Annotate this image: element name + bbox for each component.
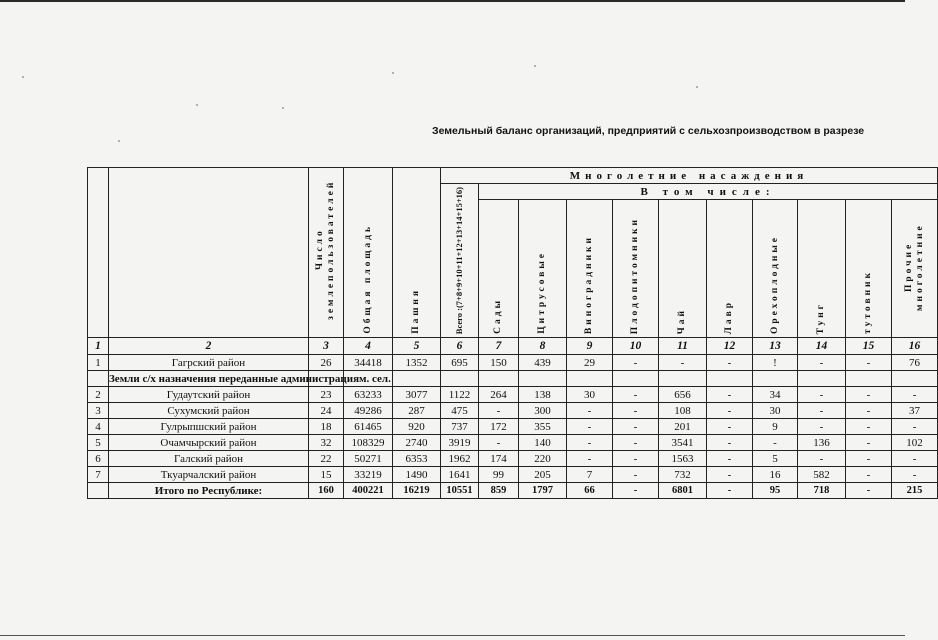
header-row-group: [88, 168, 938, 184]
column-number-row: 1 2 3 4 5 6 7 8 9 10 11 12 13 14 15 16: [88, 338, 938, 355]
header-total-area: Общая площадь: [344, 168, 393, 338]
header-vineyards: Виноградники: [567, 200, 613, 338]
scan-speck: [392, 72, 394, 74]
table-row: 2 Гудаутский район 23 63233 3077 1122 264 138 30 - 656 - 34 - - -: [88, 387, 938, 403]
note-row: [88, 371, 938, 387]
header-other-perennial: Прочие многолетние: [892, 200, 938, 338]
header-mulberry: тутовник: [846, 200, 892, 338]
document-title: Земельный баланс организаций, предприятий с сельхозпроизводством в разрезе: [432, 125, 865, 137]
table-row: 3 Сухумский район 24 49286 287 475 - 300 - - 108 - 30 - - 37: [88, 403, 938, 419]
header-tea: Чай: [659, 200, 707, 338]
scan-speck: [22, 76, 24, 78]
table-row: 6 Галский район 22 50271 6353 1962 174 220 - - 1563 - 5 - - -: [88, 451, 938, 467]
land-balance-table: [87, 167, 938, 499]
header-perennial-plantings: Многолетние насаждения: [441, 168, 938, 184]
header-tung: Тунг: [798, 200, 846, 338]
header-all-total: Всего :(7+8+9+10+11+12+13+14+15+16): [441, 184, 479, 338]
scan-speck: [118, 140, 120, 142]
scan-bottom-edge: [0, 635, 905, 636]
header-including: В том числе:: [479, 184, 938, 200]
header-citrus: Цитрусовые: [519, 200, 567, 338]
note-transferred-lands: Земли с/х назначения переданные администрациям. сел.: [109, 372, 391, 385]
scan-speck: [534, 65, 536, 67]
header-land-users: Число землепользователей: [309, 168, 344, 338]
header-orchards: Сады: [479, 200, 519, 338]
header-laurel: Лавр: [707, 200, 753, 338]
total-row: Итого по Республике: 160 400221 16219 10551 859 1797 66 - 6801 - 95 718 - 215: [88, 483, 938, 499]
total-label: Итого по Республике:: [109, 483, 309, 499]
header-blank-col2: [109, 168, 309, 338]
header-nut-crops: Орехоплодные: [753, 200, 798, 338]
table-row: 7 Ткуарчалский район 15 33219 1490 1641 99 205 7 - 732 - 16 582 - -: [88, 467, 938, 483]
table-row: 1 Гагрский район 26 34418 1352 695 150 439 29 - - - ! - - 76: [88, 355, 938, 371]
scan-top-edge: [0, 0, 905, 2]
table-row: 5 Очамчырский район 32 108329 2740 3919 - 140 - - 3541 - - 136 - 102: [88, 435, 938, 451]
header-blank-col1: [88, 168, 109, 338]
table-row: 4 Гулрыпшский район 18 61465 920 737 172 355 - - 201 - 9 - - -: [88, 419, 938, 435]
scan-speck: [196, 104, 198, 106]
scan-speck: [696, 86, 698, 88]
header-arable: Пашня: [393, 168, 441, 338]
header-nurseries: Плодопитомники: [613, 200, 659, 338]
scan-speck: [282, 107, 284, 109]
